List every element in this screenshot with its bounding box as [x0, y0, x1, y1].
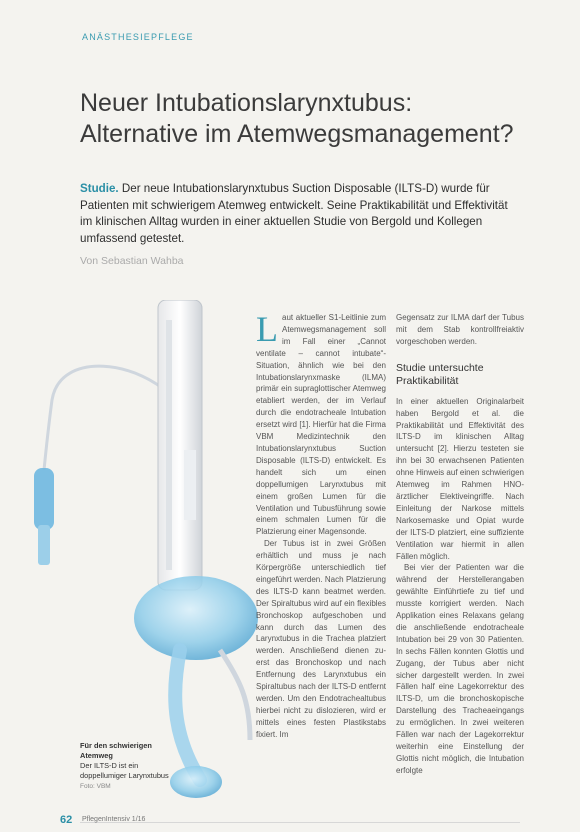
lead-text: Der neue Intubationslarynxtubus Suction Disposable (ILTS-D) wurde für Patienten mit schwierigem Atemweg entwickelt. Seine Praktikabilität und Effektivität im klinischen Alltag wurden in einer aktuellen Studie von Bergold und Kollegen umfassend getestet. [80, 182, 508, 245]
column1-paragraph-2: Der Tubus ist in zwei Größen erhältlich und muss je nach Körpergröße unterschiedlich tief eingeführt werden. Nach Platzierung des ILTS-D kann beatmet werden. Der Spiraltubus wird auf ein flexibles Bronchoskop aufgeschoben und kann durch das Lumen des Larynxtubus in die Trachea platziert werden. Anschließend dienen zu-erst das Bronchoskop und nach Entfernung des Larynxtubus ein Spiraltubus nach der ILTS-D entfernt werden. Um den Endotrachealtubus hierbei nicht zu dislozieren, wird er mittels eines festen Plastikstabs fixiert. Im [256, 539, 386, 739]
byline: Von Sebastian Wahba [80, 255, 184, 267]
subheading: Studie untersuchte Praktikabilität [396, 361, 484, 387]
lead-paragraph [80, 181, 520, 247]
footer-rule [80, 822, 520, 823]
column2-paragraph-2: In einer aktuellen Originalarbeit haben Bergold et al. die Praktikabilität und Effektivität des ILTS-D im klinischen Alltag untersucht [2]. Hierzu testeten sie ihn bei 30 erwachsenen Patienten ohne Hinweis auf einen schwierigen Atemweg im Rahmen HNO-ärztlicher Elektiveingriffe. Nach Einleitung der Narkose mittels Narkosemaske und Opiat wurde der ILTS-D platziert, eine suffiziente Ventilation war hiermit in allen Fällen möglich. [396, 396, 524, 561]
caption-text-line-1: Der ILTS-D ist ein [80, 761, 139, 770]
article-column-2 [396, 312, 524, 777]
headline [80, 88, 560, 150]
page-number: 62 [60, 814, 73, 826]
caption-title-line-2: Atemweg [80, 751, 113, 760]
column1-paragraph-1 [256, 309, 386, 538]
lead-keyword: Studie. [80, 182, 119, 195]
image-caption [80, 741, 200, 792]
magazine-name: PflegenIntensiv 1/16 [82, 816, 146, 823]
headline-line-1: Neuer Intubationslarynxtubus: [80, 89, 413, 117]
drop-cap: L [256, 309, 278, 349]
column1-paragraph-1-text: aut aktueller S1-Leitlinie zum Atemwegsmanagement soll im Fall einer „Cannot ventilate – cannot intubate“-Situation, ähnlich wie bei den Intubationslarynxmaske (ILMA) primär ein supraglottischer Atemweg etabliert werden, der im Verlauf durch die endotracheale Intubation ersetzt wird [1]. Hierfür hat die Firma VBM Medizintechnik den Intubationslarynxtubus Suction Disposable (ILTS-D) entwickelt. Es handelt sich um einen doppellumigen Larynxtubus mit einem großen Lumen für die Ventilation und Tubusführung sowie einem schmalen Lumen für die Platzierung einer Magensonde. [256, 313, 386, 537]
article-column-1 [256, 309, 386, 741]
column2-paragraph-3: Bei vier der Patienten war die während der Herstellerangaben gewählte Einführtiefe zu tief und musste korrigiert werden. Nach Applikation eines Relaxans gelang die anschließende endotracheale Intubation bei 29 von 30 Patienten. In sechs Fällen konnten Glottis und Zugang, der Tubus aber nicht sicher dargestellt werden. In zwei Fällen half eine Lagekorrektur des ILTS-D, um die bronchoskopische Darstellung des Tracheaeingangs zu ermöglichen. In zwei weiteren Fällen war nach der Lagekorrektur weiterhin eine Einstellung der Glottis nicht möglich, die Intubation erfolgte [396, 563, 524, 775]
photo-credit: Foto: VBM [80, 783, 111, 790]
column2-paragraph-1: Gegensatz zur ILMA darf der Tubus mit dem Stab kontrollfreiaktiv vorgeschoben werden. [396, 313, 524, 346]
headline-line-2: Alternative im Atemwegsmanagement? [80, 120, 514, 148]
caption-text-line-2: doppellumiger Larynxtubus [80, 771, 169, 780]
caption-title-line-1: Für den schwierigen [80, 741, 152, 750]
section-label: ANÄSTHESIEPFLEGE [82, 32, 194, 42]
larynx-tube-image [0, 300, 300, 800]
